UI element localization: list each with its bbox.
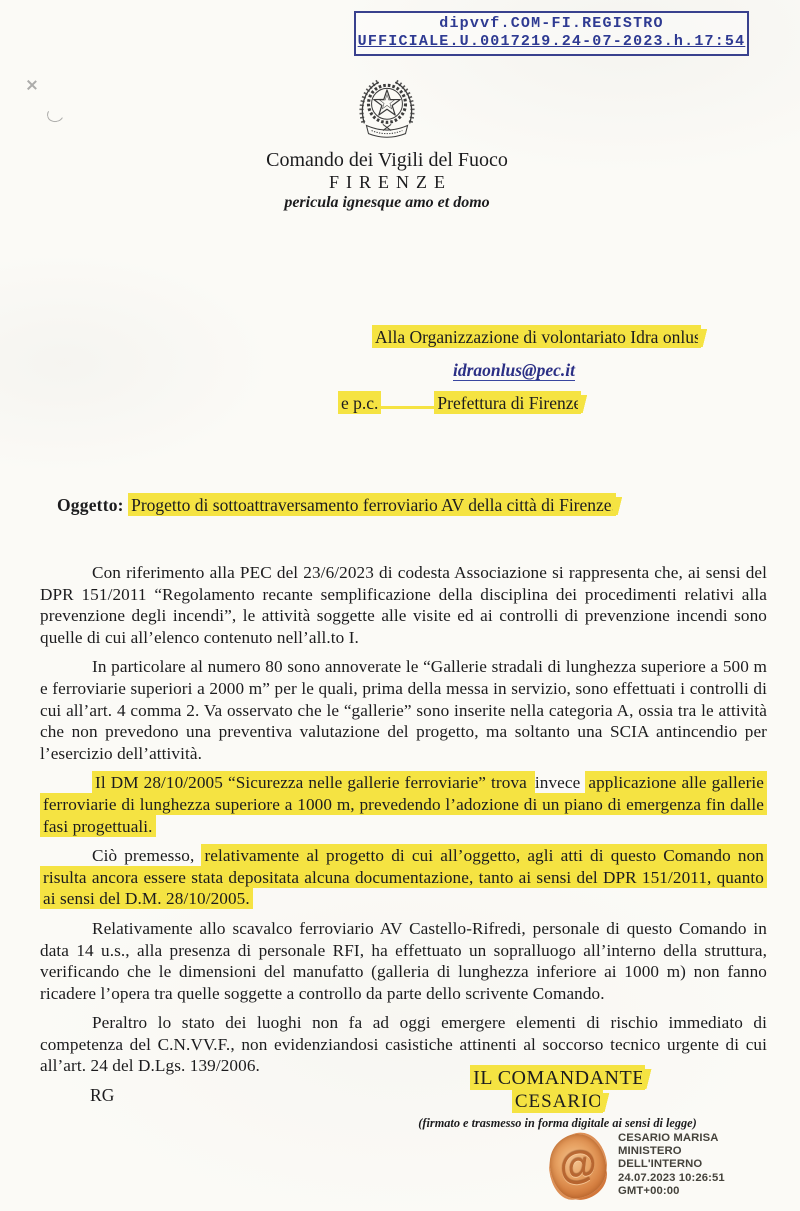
organization-name: Comando dei Vigili del Fuoco: [266, 149, 508, 171]
cc-text: Prefettura di Firenze: [434, 391, 581, 414]
stamp-ministry-2: DELL'INTERNO: [618, 1158, 703, 1171]
paragraph-2: In particolare al numero 80 sono annoverate le “Gallerie stradali di lunghezza superiore a 500 m e ferroviarie superiori a 2000 m” per le quali, prima della messa in servizio, sono effettuati i controlli di cui all’art. 4 comma 2. Va osservato che le “gallerie” sono inserite nella categoria A, ossia tra le attività che non prevedono una preventiva valutazione del progetto, ma soltanto una SCIA antincendio per l’esercizio dell’attività.: [40, 657, 767, 763]
subject-line: [57, 495, 767, 516]
paragraph-4-highlight: relativamente al progetto di cui all’oggetto, agli atti di questo Comando non risulta ancora essere stata depositata alcuna documentazione, tanto ai sensi del DPR 151/2011, quanto ai sensi del D.M. 28/10/2005.: [40, 844, 767, 909]
subject-label: Oggetto:: [57, 495, 124, 515]
recipient-to-line: [372, 327, 701, 348]
subject-text: Progetto di sottoattraversamento ferroviario AV della città di Firenze.: [128, 493, 616, 516]
paragraph-3-highlight-a: Il DM 28/10/2005 “Sicurezza nelle gallerie ferroviarie” trova: [92, 771, 535, 793]
scan-artifact: [45, 105, 65, 124]
recipient-email-line: [453, 360, 575, 381]
paragraph-3-plain: invece: [534, 773, 586, 793]
letterhead: [137, 74, 637, 212]
protocol-registry-box: [354, 11, 749, 56]
signature-block: [385, 1067, 730, 1131]
stamp-timezone: GMT+00:00: [618, 1184, 680, 1197]
paragraph-5: Relativamente allo scavalco ferroviario AV Castello-Rifredi, personale di questo Comando in data 14 u.s., alla presenza di personale RFI, ha effettuato un sopralluogo all’interno della struttura, verificando che le dimensioni del manufatto (galleria di lunghezza inferiore ai 1000 m) non fanno ricadere l’opera tra quelle soggette a controllo da parte dello scrivente Comando.: [40, 918, 767, 1003]
registry-line-1: dipvvf.COM-FI.REGISTRO: [439, 15, 664, 32]
organization-motto: pericula ignesque amo et domo: [284, 194, 490, 211]
signer-name: CESARIO: [385, 1091, 730, 1113]
organization-city: FIRENZE: [329, 172, 452, 192]
digital-seal-stamp: [550, 1127, 725, 1198]
paragraph-1: Con riferimento alla PEC del 23/6/2023 di codesta Associazione si rappresenta che, ai sensi del DPR 151/2011 “Regolamento recante semplificazione della disciplina dei procedimenti relativi alla prevenzione degli incendi”, le attività soggette alle visite ed ai controlli di prevenzione incendi sono quelle di cui all’elenco contenuto nell’all.to I.: [40, 563, 767, 647]
paragraph-6: Peraltro lo stato dei luoghi non fa ad oggi emergere elementi di rischio immediato di competenza del C.N.VV.F., non evidenziandosi casistiche attinenti al soccorso tecnico urgente di cui all’art. 24 del D.Lgs. 139/2006.: [40, 1013, 767, 1076]
stamp-datetime: 24.07.2023 10:26:51: [618, 1171, 725, 1184]
paragraph-4-plain: Ciò premesso,: [92, 846, 202, 866]
stamp-ministry-1: MINISTERO: [618, 1145, 682, 1158]
cc-gap: [381, 406, 434, 409]
scan-artifact: [27, 80, 37, 90]
cc-label: e p.c.: [338, 391, 381, 414]
recipient-email-link[interactable]: idraonlus@pec.it: [453, 360, 576, 380]
digital-signature-note: (firmato e trasmesso in forma digitale ai sensi di legge): [418, 1116, 697, 1130]
recipient-cc-line: [338, 393, 581, 414]
paragraph-4: [40, 845, 767, 910]
paragraph-3: [40, 772, 767, 837]
recipient-to-text: Alla Organizzazione di volontariato Idra onlus: [372, 325, 701, 348]
italian-republic-emblem-icon: [348, 74, 426, 146]
paragraph-3-highlight-b: applicazione alle gallerie ferroviarie di lunghezza superiore a 1000 m, prevedendo l’adozione di un piano di emergenza fin dalle fasi progettuali.: [40, 771, 767, 836]
signer-role: IL COMANDANTE: [385, 1067, 730, 1090]
letter-body: [40, 562, 767, 1107]
stamp-signer: CESARIO MARISA: [618, 1132, 719, 1144]
registry-line-2: UFFICIALE.U.0017219.24-07-2023.h.17:54: [357, 33, 746, 50]
author-initials: RG: [90, 1085, 115, 1106]
digital-seal-at-icon: @: [547, 1131, 609, 1201]
stamp-text: [618, 1127, 725, 1198]
